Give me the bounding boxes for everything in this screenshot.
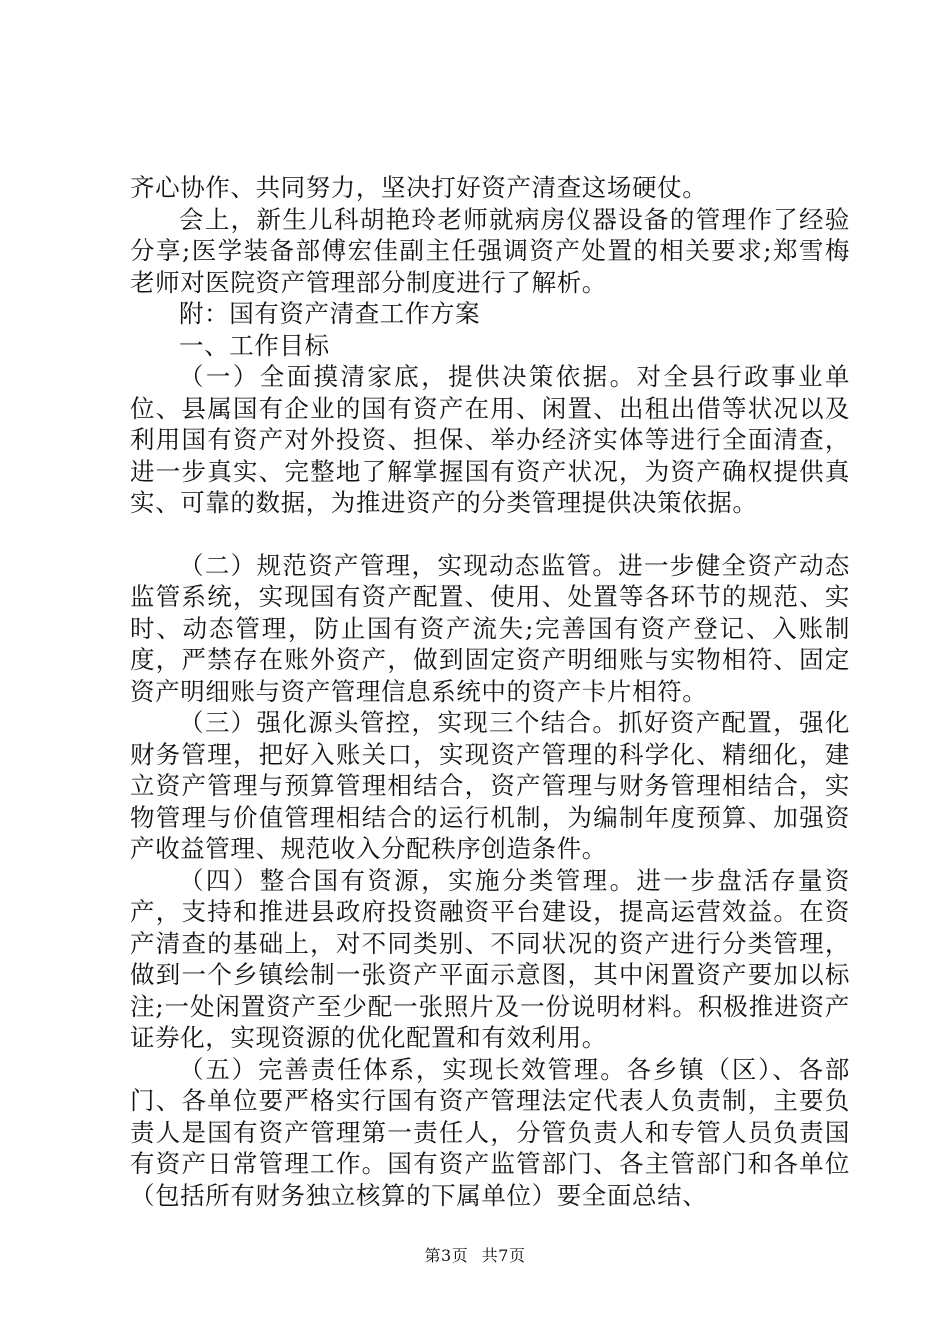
paragraph-continuation: 齐心协作、共同努力，坚决打好资产清查这场硬仗。 [130,173,708,202]
paragraph-goal-1: （一）全面摸清家底，提供决策依据。对全县行政事业单位、县属国有企业的国有资产在用、闲置、出租出借等状况以及利用国有资产对外投资、担保、举办经济实体等进行全面清查，进一步真实、完整地了解掌握国有资产状况，为资产确权提供真实、可靠的数据，为推进资产的分类管理提供决策依据。 [130,362,850,517]
total-page-count: 共7页 [481,1246,526,1265]
section-heading-goals: 一、工作目标 [179,330,330,360]
paragraph-meeting: 会上，新生儿科胡艳玲老师就病房仪器设备的管理作了经验分享;医学装备部傅宏佳副主任强调资产处置的相关要求;郑雪梅老师对医院资产管理部分制度进行了解析。 [130,204,850,297]
paragraph-goal-2: （二）规范资产管理，实现动态监管。进一步健全资产动态监管系统，实现国有资产配置、使用、处置等各环节的规范、实时、动态管理，防止国有资产流失;完善国有资产登记、入账制度，严禁存在账外资产，做到固定资产明细账与实物相符、固定资产明细账与资产管理信息系统中的资产卡片相符。 [130,550,850,706]
current-page-number: 第3页 [424,1246,469,1265]
document-body [130,172,850,1211]
paragraph-goal-4: （四）整合国有资源，实施分类管理。进一步盘活存量资产，支持和推进县政府投资融资平台建设，提高运营效益。在资产清查的基础上，对不同类别、不同状况的资产进行分类管理，做到一个乡镇绘制一张资产平面示意图，其中闲置资产要加以标注;一处闲置资产至少配一张照片及一份说明材料。积极推进资产证券化，实现资源的优化配置和有效利用。 [130,865,850,1052]
paragraph-appendix-title: 附：国有资产清查工作方案 [179,299,481,328]
paragraph-goal-5: （五）完善责任体系，实现长效管理。各乡镇（区）、各部门、各单位要严格实行国有资产管理法定代表人负责制，主要负责人是国有资产管理第一责任人，分管负责人和专管人员负责国有资产日常管理工作。国有资产监管部门、各主管部门和各单位（包括所有财务独立核算的下属单位）要全面总结、 [130,1054,850,1210]
page-footer [0,1243,950,1266]
paragraph-goal-3: （三）强化源头管控，实现三个结合。抓好资产配置，强化财务管理，把好入账关口，实现资产管理的科学化、精细化，建立资产管理与预算管理相结合，资产管理与财务管理相结合，实物管理与价值管理相结合的运行机制，为编制年度预算、加强资产收益管理、规范收入分配秩序创造条件。 [130,708,850,863]
